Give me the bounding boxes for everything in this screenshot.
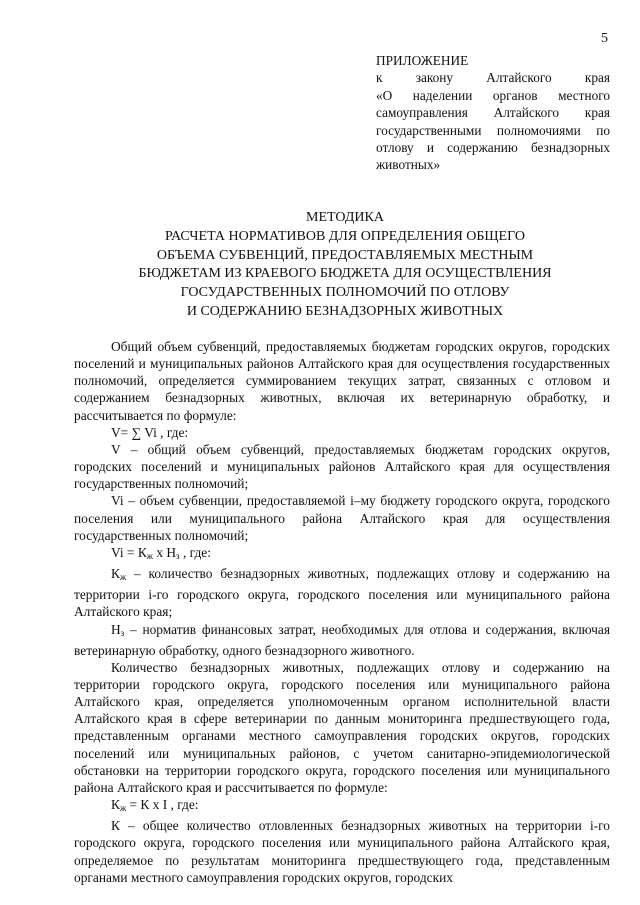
formula-tail: , где:: [156, 424, 189, 440]
formula-text: V= ∑ Vi: [111, 424, 157, 440]
document-body: [74, 338, 610, 886]
formula-text: Vi = К: [111, 544, 147, 560]
definition: – количество безнадзорных животных, подлежащих отлову и содержанию на территории i-го городского округа, городского поселения или муниципального района Алтайского края;: [74, 566, 610, 620]
formula-tail: , где:: [167, 797, 199, 813]
subscript: ж: [146, 550, 153, 561]
title-line: ГОСУДАРСТВЕННЫХ ПОЛНОМОЧИЙ ПО ОТЛОВУ: [180, 285, 510, 301]
paragraph: Vi – объем субвенции, предоставляемой i–му бюджету городского округа, городского поселения или муниципального района Алтайского края для осуществления государственных полномочий;: [74, 493, 610, 543]
subscript: ж: [119, 803, 127, 814]
formula-text: К: [111, 797, 120, 813]
paragraph: [74, 621, 610, 659]
symbol: К: [111, 566, 120, 582]
paragraph: К – общее количество отловленных безнадзорных животных на территории i-го городского округа, городского поселения или муниципального района Алтайского края, определяемое по результатам мониторинга предшествующего года, представленным органами местного самоуправления городских округов, городских: [74, 818, 610, 885]
title-line: И СОДЕРЖАНИЮ БЕЗНАДЗОРНЫХ ЖИВОТНЫХ: [186, 303, 504, 319]
paragraph: [74, 565, 610, 620]
appendix-line1: к закону Алтайского края: [376, 70, 610, 86]
formula-text: х Н: [152, 544, 177, 560]
paragraph: Общий объем субвенций, предоставляемых бюджетам городских округов, городских поселений и муниципальных районов Алтайского края для осуществления государственных полномочий, определяется суммированием текущих затрат, связанных с отловом и содержанием безнадзорных животных, включая их ветеринарную обработку, и рассчитывается по формуле:: [74, 339, 610, 423]
paragraph: Количество безнадзорных животных, подлежащих отлову и содержанию на территории городского округа, городского поселения или муниципального района Алтайского края, определяется уполномоченным органом исполнительной власти Алтайского края в сфере ветеринарии по данным мониторинга предшествующего года, представленным органами местного самоуправления городских округов, городских поселений или муниципальных районов, с учетом санитарно-эпидемиологической обстановки на территории городского округа, городского поселения или муниципального района Алтайского края и рассчитывается по формуле:: [74, 659, 610, 795]
definition: – норматив финансовых затрат, необходимых для отлова и содержания, включая ветеринарную обработку, одного безнадзорного животного.: [74, 621, 610, 658]
subscript: з: [176, 550, 180, 561]
title-line: РАСЧЕТА НОРМАТИВОВ ДЛЯ ОПРЕДЕЛЕНИЯ ОБЩЕГО: [165, 228, 525, 244]
formula-text: = К х I: [126, 797, 168, 813]
appendix-block: [376, 52, 610, 174]
formula-vi: [74, 544, 610, 565]
document-title: [80, 209, 610, 322]
page-number: 5: [601, 31, 608, 46]
formula-total: [74, 424, 610, 441]
title-line: ОБЪЕМА СУБВЕНЦИЙ, ПРЕДОСТАВЛЯЕМЫХ МЕСТНЫМ: [156, 247, 534, 263]
title-line: МЕТОДИКА: [306, 210, 384, 225]
formula-kzh: [74, 796, 610, 817]
subscript: ж: [119, 572, 127, 583]
formula-tail: , где:: [179, 544, 211, 560]
appendix-line2: «О наделении органов местного самоуправления Алтайского края государственными полномочиями по отлову и содержанию безнадзорных животных»: [376, 87, 610, 173]
subscript: з: [120, 627, 125, 638]
symbol: Н: [111, 621, 121, 637]
appendix-heading: ПРИЛОЖЕНИЕ: [376, 53, 469, 68]
title-line: БЮДЖЕТАМ ИЗ КРАЕВОГО БЮДЖЕТА ДЛЯ ОСУЩЕСТВЛЕНИЯ: [138, 266, 552, 282]
paragraph: V – общий объем субвенций, предоставляемых бюджетам городских округов, городских поселений и муниципальных районов Алтайского края для осуществления государственных полномочий;: [74, 441, 610, 492]
